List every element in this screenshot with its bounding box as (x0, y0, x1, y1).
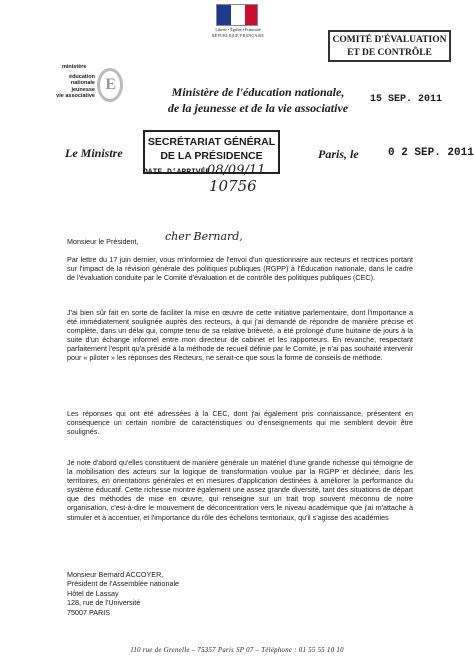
addressee-line: Hôtel de Lassay (67, 588, 119, 598)
paragraph: J'ai bien sûr fait en sorte de faciliter la mise en œuvre de cette initiative parlementaire, dont l'importance a été immédiatement soulignée auprès des recteurs, à qui j'ai demandé de répondre de manière précise et complète, dans un délai qui, compte tenu de sa relative brièveté, a été prolongé d'une huitaine de jours à la suite d'un échange informel entre mon directeur de cabinet et les rapporteurs. En revanche, respectant parfaitement l'esprit qu'a présidé à la méthode de recueil définie par le Comité, je n'ai pas souhaité intervenir pour « piloter » les réponses des Recteurs, ne serait-ce que sous la forme de conseils de méthode. (67, 308, 413, 363)
addressee-line: 128, rue de l'Université (67, 598, 141, 608)
ministry-logo (50, 62, 125, 117)
logo-line: jeunesse (71, 86, 95, 93)
logo-line: éducation (69, 74, 95, 80)
ministry-heading (158, 84, 358, 116)
signatory: Le Ministre (65, 146, 123, 160)
addressee-line: 75007 PARIS (67, 607, 111, 617)
logo-lines (56, 74, 95, 100)
paragraph: Par lettre du 17 juin dernier, vous m'informiez de l'envoi d'un questionnaire aux recteurs et rectrices portant sur l'impact de la révision générale des politiques publiques (RGPP) à l'Éducation nationale, dans le cadre de l'évaluation conduite par le Comité d'évaluation et de contrôle des politiques publiques (CEC). (67, 255, 413, 283)
paragraph: Les réponses qui ont été adressées à la CEC, dont j'ai également pris connaissance, présentent en conséquence un certain nombre de caractéristiques ou d'enseignements qui me semblent devoir être soulignés. (67, 409, 413, 437)
sg-line1: SECRÉTARIAT GÉNÉRAL (147, 136, 276, 148)
cec-stamp (328, 30, 451, 62)
handwritten-greeting: cher Bernard, (165, 230, 243, 243)
place: Paris, le (318, 147, 359, 161)
addressee-line: Président de l'Assemblée nationale (67, 579, 180, 589)
letter-date: 0 2 SEP. 2011 (388, 147, 474, 159)
logo-letter: E (105, 76, 116, 93)
republique-emblem (202, 4, 274, 38)
flag-icon (216, 4, 258, 26)
registration-number: 10756 (209, 177, 257, 195)
arrival-date: 08/09/11 (207, 163, 266, 178)
cec-stamp-line1: COMITÉ D'ÉVALUATION (332, 35, 447, 45)
footer-address: 110 rue de Grenelle – 75357 Paris SP 07 – Téléphone : 01 55 55 10 10 (130, 647, 344, 654)
logo-word: ministère (62, 64, 87, 70)
rf-motto: Liberté • Égalité • Fraternité (215, 27, 261, 32)
sg-line2: DE LA PRÉSIDENCE (160, 150, 263, 162)
ministry-line1: Ministère de l'éducation nationale, (171, 85, 345, 99)
ministry-line2: de la jeunesse et de la vie associative (167, 101, 349, 115)
received-date-stamp: 15 SEP. 2011 (370, 94, 443, 105)
logo-line: vie associative (56, 93, 95, 100)
addressee-line: Monsieur Bernard ACCOYER, (67, 570, 164, 579)
paragraph: Je note d'abord qu'elles constituent de manière générale un matériel d'une grande richesse qui témoigne de la mobilisation des acteurs sur la logique de transformation voulue par la RGPP et déclinée, dans les territoires, en orientations générales et en mesures d'application destinées à améliorer la performance du système éducatif. Cette richesse montre également une assez grande diversité, tant des situations de départ que des méthodes de mise en œuvre, qui renseigne sur un trait trop souvent méconnu de notre organisation, c'est-à-dire le mouvement de déconcentration vers le niveau académique que j'ai m'attache à stimuler et à accentuer, et l'importance du rôle des échelons territoriaux, qu'il s'agisse des académies (67, 458, 413, 522)
cec-stamp-line2: ET DE CONTRÔLE (347, 48, 432, 58)
logo-line: nationale (70, 80, 95, 87)
addressee (67, 570, 179, 617)
rf-name: RÉPUBLIQUE FRANÇAISE (211, 33, 265, 38)
arrival-label: DATE D'ARRIVÉE (143, 168, 211, 177)
salutation: Monsieur le Président, (67, 237, 139, 246)
